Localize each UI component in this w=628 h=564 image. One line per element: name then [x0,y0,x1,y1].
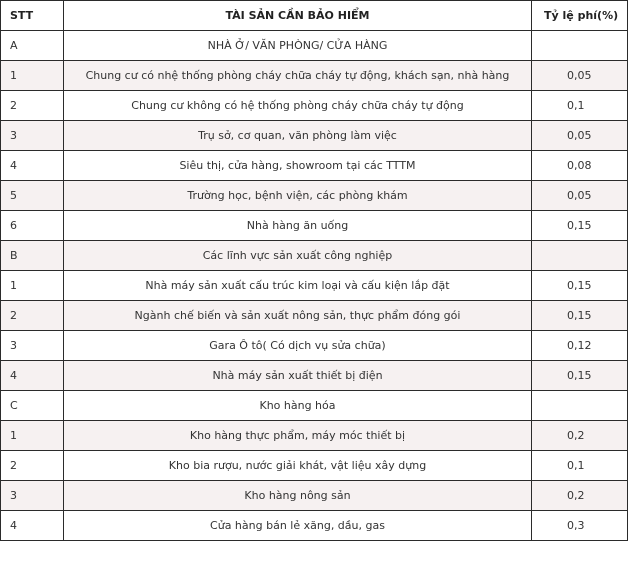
row-rate-cell: 0,15 [532,361,628,391]
row-stt-cell: 2 [1,301,64,331]
table-row [1,91,628,121]
row-asset-cell: Cửa hàng bán lẻ xăng, dầu, gas [64,511,532,541]
row-rate-cell [532,391,628,421]
table-row [1,451,628,481]
row-rate-cell [532,31,628,61]
row-rate-cell: 0,2 [532,421,628,451]
table-header-row [1,1,628,31]
row-asset-cell: Nhà hàng ăn uống [64,211,532,241]
table-row [1,121,628,151]
table-row [1,301,628,331]
row-stt-cell: 3 [1,121,64,151]
row-asset-cell: Kho hàng nông sản [64,481,532,511]
row-rate-cell: 0,1 [532,91,628,121]
row-stt-cell: 6 [1,211,64,241]
row-stt-cell: B [1,241,64,271]
row-stt-cell: 2 [1,91,64,121]
row-rate-cell: 0,3 [532,511,628,541]
table-row [1,61,628,91]
row-rate-cell [532,241,628,271]
row-stt-cell: 3 [1,331,64,361]
table-row [1,211,628,241]
row-stt-cell: 4 [1,361,64,391]
row-stt-cell: 2 [1,451,64,481]
row-asset-cell: Ngành chế biến và sản xuất nông sản, thực phẩm đóng gói [64,301,532,331]
row-stt-cell: 5 [1,181,64,211]
row-asset-cell: Nhà máy sản xuất cấu trúc kim loại và cấu kiện lắp đặt [64,271,532,301]
row-asset-cell: Gara Ô tô( Có dịch vụ sửa chữa) [64,331,532,361]
table-row [1,271,628,301]
row-rate-cell: 0,05 [532,121,628,151]
row-asset-cell: NHÀ Ở/ VĂN PHÒNG/ CỬA HÀNG [64,31,532,61]
table-row [1,421,628,451]
row-stt-cell: 1 [1,61,64,91]
row-stt-cell: 4 [1,511,64,541]
table-row [1,241,628,271]
table-row [1,481,628,511]
row-rate-cell: 0,2 [532,481,628,511]
row-asset-cell: Siêu thị, cửa hàng, showroom tại các TTTM [64,151,532,181]
row-asset-cell: Kho hàng hóa [64,391,532,421]
column-header-rate: Tỷ lệ phí(%) [532,1,628,31]
row-stt-cell: A [1,31,64,61]
row-rate-cell: 0,05 [532,61,628,91]
row-stt-cell: 1 [1,271,64,301]
row-rate-cell: 0,08 [532,151,628,181]
column-header-stt: STT [1,1,64,31]
row-stt-cell: 1 [1,421,64,451]
table-body [1,31,628,541]
row-stt-cell: 3 [1,481,64,511]
row-asset-cell: Trụ sở, cơ quan, văn phòng làm việc [64,121,532,151]
row-asset-cell: Kho hàng thực phẩm, máy móc thiết bị [64,421,532,451]
row-rate-cell: 0,05 [532,181,628,211]
table-row [1,331,628,361]
column-header-asset: TÀI SẢN CẦN BẢO HIỂM [64,1,532,31]
row-asset-cell: Kho bia rượu, nước giải khát, vật liệu xây dựng [64,451,532,481]
table-row [1,391,628,421]
row-asset-cell: Các lĩnh vực sản xuất công nghiệp [64,241,532,271]
row-stt-cell: 4 [1,151,64,181]
row-rate-cell: 0,1 [532,451,628,481]
table-row [1,31,628,61]
row-asset-cell: Chung cư có nhệ thống phòng cháy chữa cháy tự động, khách sạn, nhà hàng [64,61,532,91]
row-asset-cell: Nhà máy sản xuất thiết bị điện [64,361,532,391]
row-asset-cell: Trường học, bệnh viện, các phòng khám [64,181,532,211]
row-rate-cell: 0,15 [532,301,628,331]
row-rate-cell: 0,15 [532,271,628,301]
row-asset-cell: Chung cư không có hệ thống phòng cháy chữa cháy tự động [64,91,532,121]
table-row [1,151,628,181]
row-stt-cell: C [1,391,64,421]
row-rate-cell: 0,15 [532,211,628,241]
row-rate-cell: 0,12 [532,331,628,361]
table-row [1,181,628,211]
table-row [1,511,628,541]
table-row [1,361,628,391]
